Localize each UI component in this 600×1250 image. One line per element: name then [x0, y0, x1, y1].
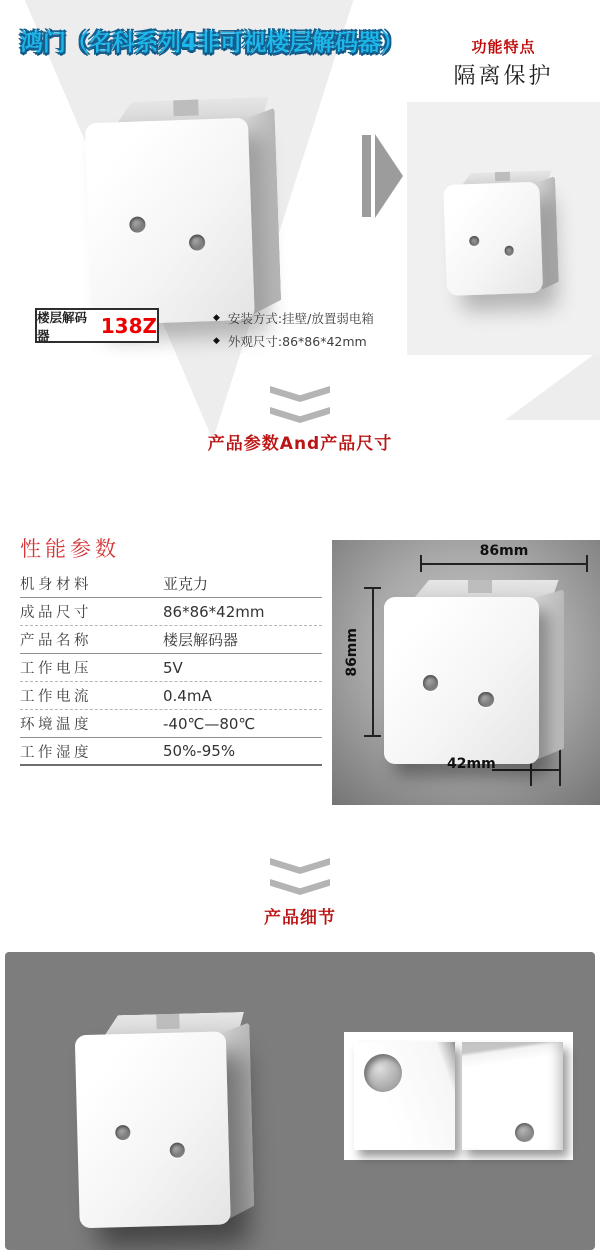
product-photo-detail	[74, 1012, 254, 1229]
product-photo-main	[84, 97, 282, 325]
device-side-face	[535, 589, 564, 760]
screw-hole	[423, 675, 438, 690]
detail-photos-panel	[344, 1032, 573, 1160]
double-chevron-down-icon	[270, 858, 330, 900]
table-row	[20, 570, 322, 598]
feature-heading: 功能特点	[471, 38, 536, 56]
bullet-size	[213, 329, 374, 352]
bullet-text: 外观尺寸:86*86*42mm	[227, 333, 367, 349]
table-row	[20, 626, 322, 654]
spec-value: 5V	[163, 658, 183, 677]
device-front-face	[75, 1031, 230, 1228]
table-row	[20, 598, 322, 626]
spec-label: 环境温度	[20, 717, 92, 733]
detail-photo-hole-closeup	[354, 1042, 455, 1150]
chevron-down-icon	[270, 858, 330, 874]
performance-heading: 性能参数	[20, 537, 120, 561]
screw-hole	[469, 236, 479, 246]
spec-label: 工作电压	[20, 661, 92, 677]
bullet-install	[213, 306, 374, 329]
dimension-label-height: 86mm	[344, 628, 360, 677]
screw-hole	[129, 216, 146, 233]
spec-label: 工作湿度	[20, 744, 92, 761]
diamond-bullet-icon: ◆	[213, 312, 220, 323]
table-row	[20, 738, 322, 766]
screw-hole	[115, 1125, 130, 1140]
device-front-face	[443, 182, 543, 296]
spec-value: 50%-95%	[163, 742, 236, 760]
screw-hole	[504, 246, 514, 256]
spec-value: 楼层解码器	[163, 631, 239, 649]
spec-table	[20, 570, 322, 766]
spec-value: 亚克力	[163, 575, 209, 593]
spec-label: 工作电流	[20, 689, 92, 705]
device-front-face	[384, 597, 539, 764]
spec-label: 机身材料	[20, 577, 92, 593]
chevron-down-icon	[270, 879, 330, 895]
model-number: 138Z	[100, 313, 157, 338]
spec-label: 成品尺寸	[20, 605, 92, 621]
diagonal-background-shape	[505, 350, 600, 420]
bullet-text: 安装方式:挂壁/放置弱电箱	[227, 310, 374, 326]
table-row	[20, 682, 322, 710]
diamond-bullet-icon: ◆	[213, 335, 220, 346]
model-badge	[35, 308, 159, 343]
screw-hole	[188, 234, 205, 251]
dimension-label-depth: 42mm	[447, 756, 496, 772]
feature-image-panel	[407, 102, 600, 355]
chevron-down-icon	[270, 407, 330, 423]
page-title: 鸿门（名科系列4非可视楼层解码器）	[20, 30, 405, 56]
spec-bullets	[213, 306, 374, 352]
screw-hole	[478, 692, 493, 707]
dimension-figure	[332, 540, 600, 805]
spec-label: 产品名称	[20, 633, 92, 649]
device-front-face	[85, 118, 255, 326]
model-label: 楼层解码器	[37, 309, 88, 343]
detail-photo-corner-closeup	[462, 1042, 563, 1150]
spec-value: 0.4mA	[163, 686, 212, 705]
product-photo-small	[443, 170, 559, 296]
feature-text: 隔离保护	[453, 64, 554, 89]
dimension-line-bottom	[492, 769, 561, 771]
spec-value: -40℃—80℃	[163, 714, 256, 733]
table-row	[20, 654, 322, 682]
arrow-right-icon	[362, 134, 403, 218]
screw-hole	[169, 1143, 184, 1158]
chevron-down-icon	[270, 386, 330, 402]
dimension-tick	[364, 587, 381, 589]
dimension-tick	[364, 735, 381, 737]
table-row	[20, 710, 322, 738]
dimension-line-left	[372, 587, 374, 737]
dimension-line-top	[420, 563, 588, 565]
section-banner-details: 产品细节	[264, 908, 336, 928]
spec-value: 86*86*42mm	[163, 602, 265, 621]
dimension-label-width: 86mm	[479, 543, 529, 559]
arrow-bar	[362, 135, 371, 217]
section-banner-params: 产品参数And产品尺寸	[207, 434, 393, 454]
product-details-section	[5, 952, 595, 1250]
arrow-head	[375, 134, 403, 218]
product-photo-dimensioned	[384, 580, 564, 764]
double-chevron-down-icon	[270, 386, 330, 428]
